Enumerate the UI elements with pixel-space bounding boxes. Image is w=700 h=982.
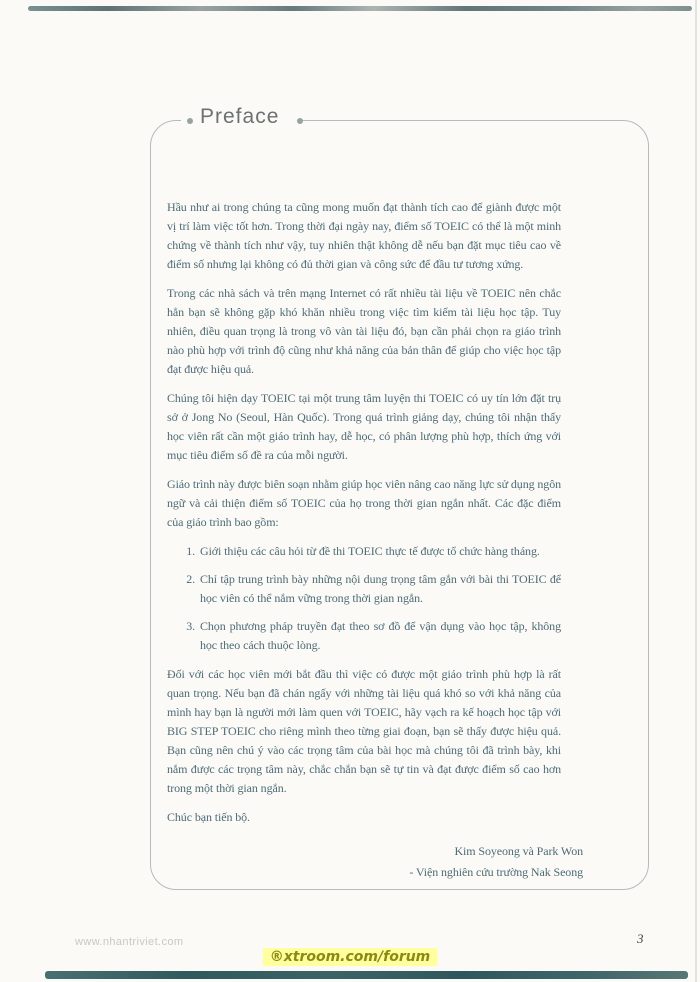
list-item-text: Giới thiệu các câu hỏi từ đề thi TOEIC thực tế được tổ chức hàng tháng. [200,544,540,558]
signature-institute: - Viện nghiên cứu trường Nak Seong [409,865,583,879]
closing-paragraph: Đối với các học viên mới bắt đầu thì việc có được một giáo trình phù hợp là rất quan trọng. Nếu bạn đã chán ngấy với những tài liệu quá khó so với khả năng của mình hay bạn là người mới làm quen với TOEIC, hãy vạch ra kế hoạch học tập với BIG STEP TOEIC cho riêng mình theo từng giai đoạn, bạn sẽ thấy được hiệu quả. Bạn cũng nên chú ý vào các trọng tâm của bài học mà chúng tôi đã trình bày, khi nắm được các trọng tâm này, chắc chắn bạn sẽ tự tin và đạt được điểm số cao hơn trong một thời gian ngắn. [167,667,561,795]
list-item [181,542,561,561]
preface-box [150,105,649,890]
signature-block [167,841,583,883]
intro-paragraph: Trong các nhà sách và trên mạng Internet có rất nhiều tài liệu về TOEIC nên chắc hẳn bạn sẽ không gặp khó khăn nhiều trong việc tìm kiếm tài liệu học tập. Tuy nhiên, điều quan trọng là trong vô vàn tài liệu đó, bạn cần phải chọn ra giáo trình nào phù hợp với trình độ cũng như khả năng của bản thân để giúp cho việc học tập đạt được hiệu quả. [167,286,561,376]
intro-paragraph: Hầu như ai trong chúng ta cũng mong muốn đạt thành tích cao để giành được một vị trí làm việc tốt hơn. Trong thời đại ngày nay, điểm số TOEIC có thể là một minh chứng về thành tích như vậy, tuy nhiên thật không dễ nếu bạn đặt mục tiêu cao về điểm số nhưng lại không có đủ thời gian và công sức để đầu tư tương xứng. [167,200,561,271]
title-bullet-left-icon [187,118,193,124]
right-scan-edge [695,0,697,982]
list-item [181,617,561,655]
forum-watermark-link[interactable]: ®xtroom.com/forum [263,948,438,966]
title-bullet-right-icon [297,118,303,124]
list-item-number: 2. [186,572,195,586]
page-title: Preface [200,105,280,128]
list-item-number: 3. [186,619,195,633]
top-scan-line [28,6,692,11]
list-item-number: 1. [186,544,195,558]
feature-list [167,542,561,655]
list-item-text: Chỉ tập trung trình bày những nội dung trọng tâm gắn với bài thi TOEIC để học viên có thể nắm vững trong thời gian ngắn. [200,572,561,605]
list-item-text: Chọn phương pháp truyền đạt theo sơ đồ để vận dụng vào học tập, không học theo cách thuộc lòng. [200,619,561,652]
publisher-watermark: www.nhantriviet.com [75,936,184,948]
farewell-line: Chúc bạn tiến bộ. [167,810,250,824]
preface-content [167,198,583,883]
bottom-scan-bar [45,971,688,979]
signature-authors: Kim Soyeong và Park Won [454,844,583,858]
page-number: 3 [637,931,644,946]
intro-paragraph: Chúng tôi hiện dạy TOEIC tại một trung tâm luyện thi TOEIC có uy tín lớn đặt trụ sở ở Jong No (Seoul, Hàn Quốc). Trong quá trình giảng dạy, chúng tôi nhận thấy học viên rất cần một giáo trình hay, dễ học, có phân lượng phù hợp, thích ứng với mục tiêu điểm số đề ra của mỗi người. [167,391,561,462]
list-item [181,570,561,608]
intro-paragraph: Giáo trình này được biên soạn nhằm giúp học viên nâng cao năng lực sử dụng ngôn ngữ và cải thiện điểm số TOEIC của họ trong thời gian ngắn nhất. Các đặc điểm của giáo trình bao gồm: [167,477,561,529]
